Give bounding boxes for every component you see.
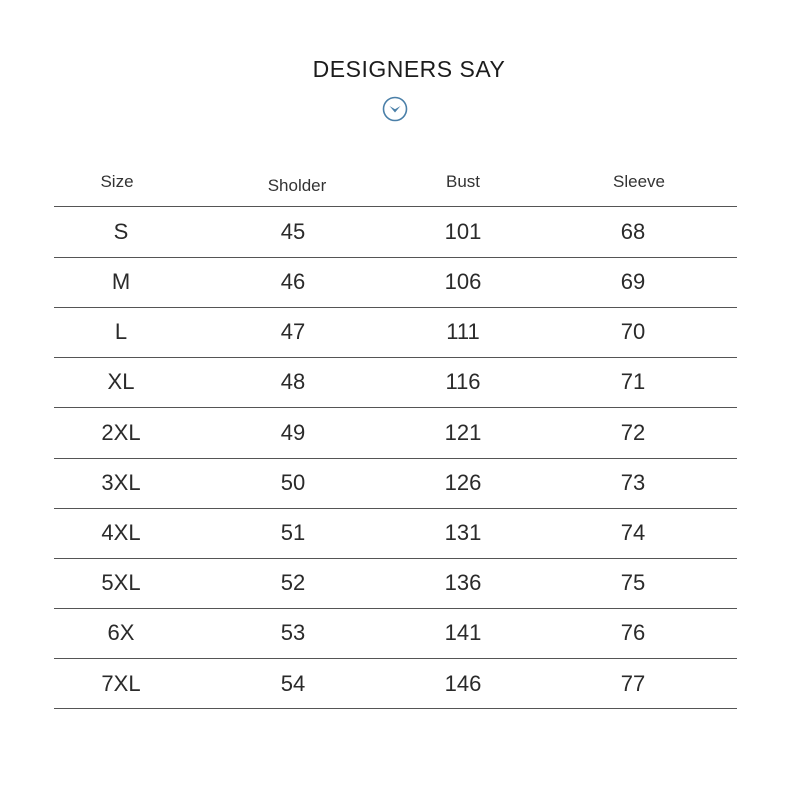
table-bottom-rule [54,708,737,709]
table-row [54,408,737,458]
sleeve-cell: 69 [620,269,646,294]
size-cell: 7XL [101,671,141,696]
table-row [54,458,737,508]
size-cell: 4XL [101,520,141,545]
sleeve-cell: 72 [620,420,646,445]
table-row [54,608,737,658]
bust-cell: 126 [444,470,482,495]
bust-cell: 116 [445,369,481,394]
table-row [54,357,737,407]
size-chart-table [54,0,737,790]
bust-cell: 131 [444,520,482,545]
sleeve-cell: 73 [620,470,646,495]
size-cell: S [113,219,129,244]
table-row [54,307,737,357]
sholder-cell: 53 [280,620,306,645]
sleeve-cell: 76 [620,620,646,645]
sleeve-cell: 70 [620,319,646,344]
size-cell: 6X [107,620,135,645]
sholder-cell: 49 [280,420,306,445]
table-row [54,257,737,307]
sholder-cell: 52 [280,570,306,595]
sholder-cell: 45 [280,219,306,244]
sleeve-cell: 71 [620,369,646,394]
bust-cell: 106 [444,269,482,294]
size-cell: 3XL [101,470,141,495]
bust-cell: 146 [444,671,482,696]
size-cell: 2XL [101,420,141,445]
bust-cell: 121 [444,420,482,445]
bust-cell: 111 [446,319,480,344]
table-row [54,558,737,608]
column-header-sholder: Sholder [267,176,327,195]
bust-cell: 101 [444,219,482,244]
size-cell: XL [107,369,135,394]
sleeve-cell: 74 [620,520,646,545]
table-row [54,207,737,257]
bust-cell: 136 [444,570,482,595]
size-cell: 5XL [101,570,141,595]
table-row [54,659,737,709]
bust-cell: 141 [444,620,482,645]
column-header-bust: Bust [445,172,481,191]
sleeve-cell: 68 [620,219,646,244]
sleeve-cell: 75 [620,570,646,595]
table-row [54,508,737,558]
page-title: DESIGNERS SAY [312,56,506,82]
column-header-sleeve: Sleeve [613,172,665,191]
column-header-size: Size [100,172,134,191]
sleeve-cell: 77 [620,671,646,696]
sholder-cell: 50 [280,470,306,495]
sholder-cell: 54 [280,671,306,696]
sholder-cell: 47 [280,319,306,344]
sholder-cell: 51 [280,520,306,545]
sholder-cell: 48 [280,369,306,394]
size-cell: M [111,269,131,294]
size-cell: L [114,319,128,344]
sholder-cell: 46 [280,269,306,294]
